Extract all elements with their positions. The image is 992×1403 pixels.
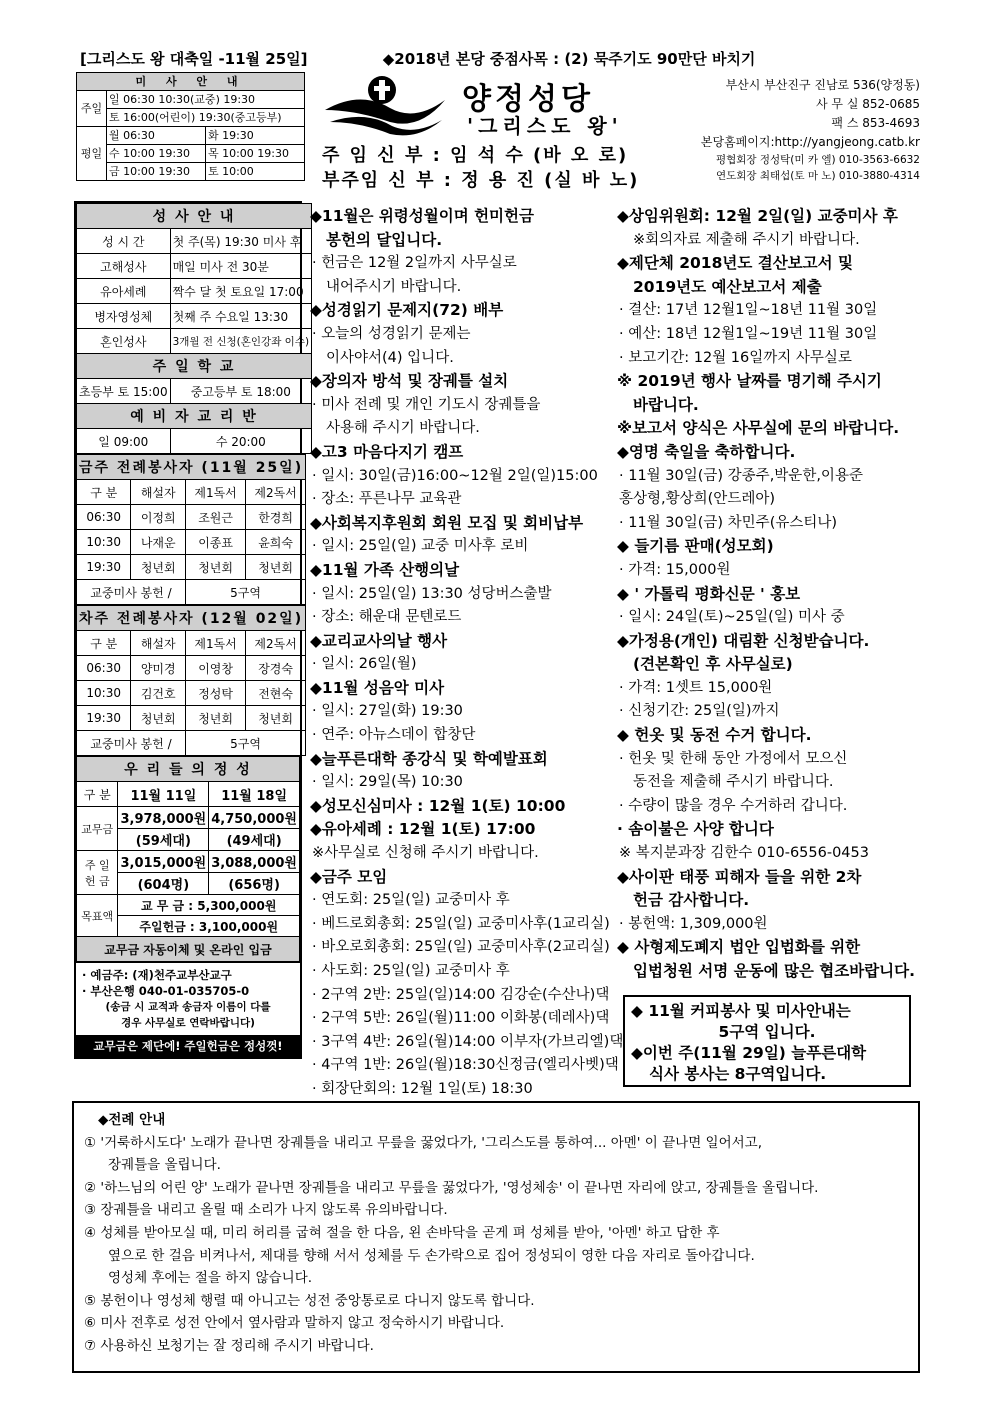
sacrament-name: 성 시 간 bbox=[77, 229, 171, 254]
fax: 팩 스 853-4693 bbox=[831, 116, 920, 130]
liturgy-item: ② '하느님의 어린 양' 노래가 끝나면 장궤틀을 내리고 무릎을 꿇었다가, '영성체송' 이 끝나면 자리에 앉고, 장궤틀을 올립니다. bbox=[84, 1179, 819, 1196]
notice-line: · 오늘의 성경읽기 문제는 bbox=[312, 325, 471, 342]
coffee-line: ◆이번 주(11월 29일) 늘푸른대학 bbox=[631, 1044, 867, 1062]
notice-line: 내어주시기 바랍니다. bbox=[326, 278, 462, 295]
notice-line: · 결산: 17년 12월1일~18년 11월 30일 bbox=[619, 302, 878, 319]
sacrament-time: 3개월 전 신청(혼인강좌 이수) bbox=[170, 329, 311, 354]
col-header: 제2독서 bbox=[246, 631, 306, 656]
server-cell: 이영창 bbox=[186, 656, 246, 681]
server-cell: 나재운 bbox=[131, 530, 186, 555]
notice-heading: ◆성모신심미사 : 12월 1(토) 10:00 bbox=[310, 796, 566, 815]
servers-next-title: 차주 전례봉사자 (12월 02일) bbox=[77, 606, 306, 631]
pastor: 주 임 신 부 : 임 석 수 (바 오 로) bbox=[322, 145, 629, 166]
notice-line: ※ 복지분과장 김한수 010-6556-0453 bbox=[619, 845, 869, 862]
autopay-title: 교무금 자동이체 및 온라인 입금 bbox=[77, 937, 300, 962]
notice-heading: ◆사이판 태풍 피해자 들을 위한 2차 bbox=[617, 867, 862, 886]
liturgy-title: ◆전례 안내 bbox=[98, 1112, 166, 1128]
notice-heading: 봉헌의 달입니다. bbox=[326, 230, 443, 249]
assistant-pastor: 부주임 신 부 : 정 용 진 (실 바 노) bbox=[322, 170, 640, 191]
weekday-mass: 토 10:00 bbox=[205, 163, 304, 181]
tithe-amount: 3,978,000원 bbox=[118, 807, 209, 829]
notice-line: · 헌금은 12월 2일까지 사무실로 bbox=[312, 255, 517, 272]
notice-line: · 수량이 많을 경우 수거하러 갑니다. bbox=[619, 797, 848, 814]
notice-heading: ※보고서 양식은 사무실에 문의 바랍니다. bbox=[617, 419, 900, 438]
notice-heading: ◆ 들기름 판매(성모회) bbox=[617, 537, 774, 556]
notice-heading: ◆사회복지후원회 회원 모집 및 회비납부 bbox=[310, 513, 584, 532]
server-cell: 정성탁 bbox=[186, 681, 246, 706]
office-phone: 사 무 실 852-0685 bbox=[816, 97, 920, 111]
notice-line: · 사도회: 25일(일) 교중미사 후 bbox=[312, 963, 510, 979]
notice-heading: ◆금주 모임 bbox=[310, 867, 388, 886]
weekday-mass: 금 10:00 19:30 bbox=[107, 163, 206, 181]
notice-heading: ◆고3 마음다지기 캠프 bbox=[310, 442, 464, 461]
servers-this-title: 금주 전례봉사자 (11월 25일) bbox=[77, 455, 306, 480]
tithe-households: (59세대) bbox=[118, 829, 209, 851]
catechumen-time: 수 20:00 bbox=[170, 429, 311, 454]
tithe-amount: 4,750,000원 bbox=[209, 807, 300, 829]
sacrament-time: 첫 주(목) 19:30 미사 후 bbox=[170, 229, 311, 254]
sunday-offering-label: 주 일 헌 금 bbox=[77, 851, 118, 895]
coffee-line: 5구역 입니다. bbox=[718, 1023, 816, 1041]
liturgy-item: ④ 성체를 받아모실 때, 미리 허리를 굽혀 절을 한 다음, 왼 손바닥을 곧게 펴 성체를 받아, '아멘' 하고 답한 후 bbox=[84, 1224, 720, 1241]
server-cell: 청년회 bbox=[131, 555, 186, 580]
offerings-title: 우 리 들 의 정 성 bbox=[77, 757, 300, 782]
contact-info bbox=[600, 76, 920, 184]
bank-account: · 부산은행 040-01-035705-0 bbox=[82, 984, 250, 998]
server-cell: 청년회 bbox=[131, 706, 186, 731]
goal-label: 목표액 bbox=[77, 895, 118, 937]
notice-line: · 미사 전례 및 개인 기도시 장궤틀을 bbox=[312, 396, 541, 413]
catechumen-title: 예 비 자 교 리 반 bbox=[77, 404, 312, 429]
sunday-people: (656명) bbox=[209, 873, 300, 895]
weekday-label: 평일 bbox=[77, 127, 107, 181]
notice-line: · 가격: 1셋트 15,000원 bbox=[619, 679, 773, 696]
server-cell: 청년회 bbox=[246, 706, 306, 731]
liturgy-item: 영성체 후에는 절을 하지 않습니다. bbox=[108, 1270, 313, 1287]
col-header: 제1독서 bbox=[186, 480, 246, 505]
left-column bbox=[74, 201, 310, 1059]
notice-line: · 일시: 24일(토)~25일(일) 미사 중 bbox=[619, 609, 845, 626]
notice-heading: ◆늘푸른대학 종강식 및 학예발표회 bbox=[310, 749, 548, 768]
notice-line: · 베드로회총회: 25일(일) 교중미사후(1교리실) bbox=[312, 915, 610, 932]
offerings-table bbox=[76, 756, 300, 962]
sunday-amount: 3,015,000원 bbox=[118, 851, 209, 873]
address: 부산시 부산진구 진남로 536(양정동) bbox=[725, 78, 920, 92]
server-cell: 청년회 bbox=[246, 555, 306, 580]
weekday-mass: 목 10:00 19:30 bbox=[205, 145, 304, 163]
col-header: 해설자 bbox=[131, 480, 186, 505]
server-cell: 청년회 bbox=[186, 555, 246, 580]
page-header bbox=[80, 48, 755, 69]
liturgy-item: ⑤ 봉헌이나 영성체 행렬 때 아니고는 성전 중앙통로로 다니지 않도록 합니다. bbox=[84, 1292, 535, 1309]
servers-next-week-table bbox=[76, 605, 306, 756]
notice-line: · 일시: 30일(금)16:00~12월 2일(일)15:00 bbox=[312, 467, 598, 484]
notice-line: 사용해 주시기 바랍니다. bbox=[326, 420, 480, 437]
account-holder: · 예금주: (재)천주교부산교구 bbox=[82, 968, 232, 982]
notice-line: · 연도회: 25일(일) 교중미사 후 bbox=[312, 892, 510, 909]
middle-column bbox=[310, 205, 624, 1102]
server-cell: 이정희 bbox=[131, 505, 186, 530]
pastors bbox=[322, 143, 639, 193]
sunday-amount: 3,088,000원 bbox=[209, 851, 300, 873]
notice-line: · 장소: 해운대 문텐로드 bbox=[312, 609, 462, 626]
autopay-note: (송금 시 교적과 송금자 이름이 다를 bbox=[105, 1001, 271, 1013]
notice-heading: ◆11월 가족 산행의날 bbox=[310, 560, 460, 579]
notice-line: · 11월 30일(금) 차민주(유스티나) bbox=[619, 514, 838, 531]
col-header: 11월 11일 bbox=[118, 782, 209, 807]
notice-line: · 일시: 26일(월) bbox=[312, 656, 417, 673]
notice-heading: ◆11월 성음악 미사 bbox=[310, 678, 445, 697]
liturgy-item: ① '거룩하시도다' 노래가 끝나면 장궤틀을 내리고 무릎을 꿇었다가, '그리스도를 통하여... 아멘' 이 끝나면 일어서고, bbox=[84, 1134, 762, 1151]
autopay-footer: 교무금은 제단에! 주일헌금은 정성껏! bbox=[76, 1035, 300, 1057]
parish-logo-icon bbox=[320, 70, 450, 140]
notice-line: · 3구역 4반: 26일(월)14:00 이부자(가브리엘)댁 bbox=[312, 1033, 624, 1050]
server-cell: 김건호 bbox=[131, 681, 186, 706]
sacrament-time: 첫째 주 수요일 13:30 bbox=[170, 304, 311, 329]
notice-heading: ◆교리교사의날 행사 bbox=[310, 631, 448, 650]
notice-heading: 바랍니다. bbox=[633, 395, 699, 414]
coffee-line: ◆ 11월 커피봉사 및 미사안내는 bbox=[631, 1002, 851, 1020]
offering-label: 교중미사 봉헌 / bbox=[77, 731, 186, 756]
notice-heading: ◆영명 축일을 축하합니다. bbox=[617, 442, 796, 461]
goal-tithe: 교 무 금 : 5,300,000원 bbox=[118, 895, 300, 916]
autopay-info bbox=[76, 962, 300, 1035]
coffee-line: 식사 봉사는 8구역입니다. bbox=[649, 1065, 827, 1083]
notice-line: · 일시: 25일(일) 교중 미사후 로비 bbox=[312, 538, 529, 555]
notice-line: · 2구역 2반: 25일(일)14:00 김강순(수산나)댁 bbox=[312, 986, 610, 1003]
school-secondary: 중고등부 토 18:00 bbox=[170, 379, 311, 404]
notice-line: · 회장단회의: 12월 1일(토) 18:30 bbox=[312, 1080, 533, 1097]
sunday-people: (604명) bbox=[118, 873, 209, 895]
liturgy-guide bbox=[72, 1101, 920, 1373]
notice-heading: ※ 2019년 행사 날짜를 명기해 주시기 bbox=[617, 372, 882, 391]
server-cell: 조원근 bbox=[186, 505, 246, 530]
notice-line: · 예산: 18년 12월1일~19년 11월 30일 bbox=[619, 325, 878, 342]
notice-line: · 11월 30일(금) 강종주,박운한,이용준 bbox=[619, 467, 863, 484]
server-cell: 이종표 bbox=[186, 530, 246, 555]
notice-line: · 일시: 27일(화) 19:30 bbox=[312, 703, 463, 720]
parish-subtitle: '그리스도 왕' bbox=[467, 114, 623, 138]
notice-heading: ◆ 헌옷 및 동전 수거 합니다. bbox=[617, 726, 812, 745]
server-cell: 윤희숙 bbox=[246, 530, 306, 555]
notice-line: · 4구역 1반: 26일(월)18:30신정금(엘리사벳)댁 bbox=[312, 1057, 619, 1074]
notice-heading: ◆성경읽기 문제지(72) 배부 bbox=[310, 301, 504, 320]
col-header: 제1독서 bbox=[186, 631, 246, 656]
sacrament-time: 매일 미사 전 30분 bbox=[170, 254, 311, 279]
notice-line: · 봉헌액: 1,309,000원 bbox=[619, 915, 768, 932]
school-title: 주 일 학 교 bbox=[77, 354, 312, 379]
notice-heading: ◆ ' 가톨릭 평화신문 ' 홍보 bbox=[617, 584, 801, 603]
liturgy-item: 장궤틀을 올립니다. bbox=[108, 1157, 221, 1174]
liturgy-item: 옆으로 한 걸음 비켜나서, 제대를 향해 서서 성체를 두 손가락으로 집어 정성되이 영한 다음 자리로 돌아갑니다. bbox=[108, 1247, 755, 1264]
tithe-households: (49세대) bbox=[209, 829, 300, 851]
sunday-mass-2: 토 16:00(어린이) 19:30(중고등부) bbox=[107, 109, 305, 127]
notice-heading: (견본확인 후 사무실로) bbox=[633, 655, 793, 674]
notice-line: · 바오로회총회: 25일(일) 교중미사후(2교리실) bbox=[312, 939, 610, 956]
notice-heading: ◆ 사형제도폐지 법안 입법화를 위한 bbox=[617, 938, 861, 957]
right-column bbox=[617, 205, 917, 984]
liturgy-item: ⑦ 사용하신 보청기는 잘 정리해 주시기 바랍니다. bbox=[84, 1337, 374, 1354]
col-header: 제2독서 bbox=[246, 480, 306, 505]
col-header: 11월 18일 bbox=[209, 782, 300, 807]
server-cell: 한경희 bbox=[246, 505, 306, 530]
server-cell: 06:30 bbox=[77, 505, 131, 530]
sacrament-name: 유아세례 bbox=[77, 279, 171, 304]
server-cell: 10:30 bbox=[77, 681, 131, 706]
notice-line: · 2구역 5반: 26일(월)11:00 이화봉(데레사)댁 bbox=[312, 1010, 610, 1027]
notice-line: · 연주: 아뉴스데이 합창단 bbox=[312, 727, 476, 744]
notice-line: · 보고기간: 12월 16일까지 사무실로 bbox=[619, 349, 852, 366]
notice-line: · 일시: 25일(일) 13:30 성당버스출발 bbox=[312, 585, 552, 602]
notice-heading: · 솜이불은 사양 합니다 bbox=[617, 820, 774, 839]
sunday-mass-1: 일 06:30 10:30(교중) 19:30 bbox=[107, 91, 305, 109]
notice-line: ※사무실로 신청해 주시기 바랍니다. bbox=[312, 845, 539, 862]
weekday-mass: 화 19:30 bbox=[205, 127, 304, 145]
notice-heading: 2019년도 예산보고서 제출 bbox=[633, 277, 822, 296]
coffee-service-box bbox=[623, 995, 911, 1087]
feast-title: [그리스도 왕 대축일 -11월 25일] bbox=[80, 50, 308, 68]
goal-sunday: 주일헌금 : 3,100,000원 bbox=[118, 916, 300, 937]
notice-line: 동전을 제출해 주시기 바랍니다. bbox=[633, 774, 834, 791]
server-cell: 장경숙 bbox=[246, 656, 306, 681]
col-header: 구 분 bbox=[77, 782, 118, 807]
notice-line: · 장소: 푸른나무 교육관 bbox=[312, 491, 462, 508]
offering-label: 교중미사 봉헌 / bbox=[77, 580, 186, 605]
homepage-link[interactable]: 본당홈페이지:http://yangjeong.catb.kr bbox=[700, 135, 920, 149]
notice-line: · 신청기간: 25일(일)까지 bbox=[619, 703, 780, 720]
server-cell: 양미경 bbox=[131, 656, 186, 681]
server-cell: 19:30 bbox=[77, 555, 131, 580]
weekday-mass: 수 10:00 19:30 bbox=[107, 145, 206, 163]
sacraments-title: 성 사 안 내 bbox=[77, 204, 312, 229]
liturgy-item: ⑥ 미사 전후로 성전 안에서 옆사람과 말하지 않고 정숙하시기 바랍니다. bbox=[84, 1315, 505, 1332]
notice-line: · 가격: 15,000원 bbox=[619, 561, 731, 578]
notice-line: ※회의자료 제출해 주시기 바랍니다. bbox=[633, 231, 860, 248]
sunday-label: 주일 bbox=[77, 91, 107, 127]
servers-this-week-table bbox=[76, 454, 306, 605]
col-header: 해설자 bbox=[131, 631, 186, 656]
server-cell: 10:30 bbox=[77, 530, 131, 555]
pastoral-theme: ◆2018년 본당 중점사목 : (2) 묵주기도 90만단 바치기 bbox=[382, 50, 756, 68]
notice-line: 홍상형,황상희(안드레아) bbox=[619, 491, 775, 508]
notice-line: · 헌옷 및 한해 동안 가정에서 모으신 bbox=[619, 750, 848, 767]
col-header: 구 분 bbox=[77, 631, 131, 656]
sacrament-name: 병자영성체 bbox=[77, 304, 171, 329]
server-cell: 06:30 bbox=[77, 656, 131, 681]
catechumen-time: 일 09:00 bbox=[77, 429, 171, 454]
notice-line: 이사야서(4) 입니다. bbox=[326, 349, 454, 366]
server-cell: 청년회 bbox=[186, 706, 246, 731]
sacrament-name: 고해성사 bbox=[77, 254, 171, 279]
notice-heading: ◆장의자 방석 및 장궤틀 설치 bbox=[310, 372, 509, 391]
notice-heading: ◆제단체 2018년도 결산보고서 및 bbox=[617, 254, 853, 273]
sacrament-name: 혼인성사 bbox=[77, 329, 171, 354]
weekday-mass: 월 06:30 bbox=[107, 127, 206, 145]
col-header: 구 분 bbox=[77, 480, 131, 505]
council-chair: 평협회장 정성탁(미 카 엘) 010-3563-6632 bbox=[715, 154, 920, 166]
tithe-label: 교무금 bbox=[77, 807, 118, 851]
school-elementary: 초등부 토 15:00 bbox=[77, 379, 171, 404]
sacrament-time: 짝수 달 첫 토요일 17:00 bbox=[170, 279, 311, 304]
notice-heading: 헌금 감사합니다. bbox=[633, 891, 750, 910]
server-cell: 전현숙 bbox=[246, 681, 306, 706]
notice-heading: ◆유아세례 : 12월 1(토) 17:00 bbox=[310, 820, 536, 839]
offering-zone: 5구역 bbox=[186, 731, 306, 756]
liturgy-item: ③ 장궤틀을 내리고 올릴 때 소리가 나지 않도록 유의바랍니다. bbox=[84, 1202, 448, 1219]
notice-heading: ◆가정용(개인) 대림환 신청받습니다. bbox=[617, 631, 870, 650]
mass-schedule-title: 미 사 안 내 bbox=[77, 73, 305, 91]
offering-zone: 5구역 bbox=[186, 580, 306, 605]
parish-name: 양정성당 bbox=[462, 82, 594, 117]
notice-heading: ◆상임위원회: 12월 2일(일) 교중미사 후 bbox=[617, 207, 898, 225]
mass-schedule-table bbox=[76, 72, 305, 181]
sacraments-table bbox=[76, 203, 312, 454]
notice-line: · 일시: 29일(목) 10:30 bbox=[312, 774, 463, 791]
notice-heading: ◆11월은 위령성월이며 헌미헌금 bbox=[310, 207, 534, 225]
server-cell: 19:30 bbox=[77, 706, 131, 731]
notice-heading: 입법청원 서명 운동에 많은 협조바랍니다. bbox=[633, 962, 916, 980]
autopay-note: 경우 사무실로 연락바랍니다) bbox=[121, 1017, 255, 1029]
women-chair: 연도회장 최태섭(토 마 노) 010-3880-4314 bbox=[715, 170, 920, 182]
